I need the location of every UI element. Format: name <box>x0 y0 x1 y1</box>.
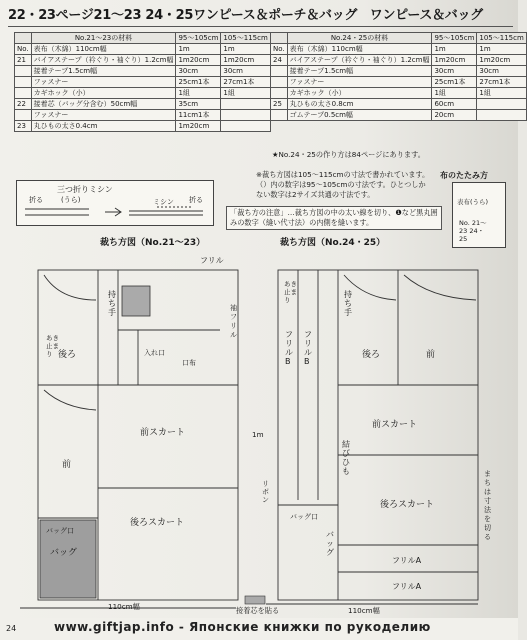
interfacing-legend-swatch <box>245 596 265 604</box>
cloth-fold-label: 表布(うら) <box>457 198 489 206</box>
piece-label: バッグ口 <box>290 513 318 521</box>
side-note: まちは寸法を切る <box>484 470 491 541</box>
table-cell: バイアステープ（衿ぐり・袖ぐり）1.2cm幅 <box>287 55 432 66</box>
cutting-note: 「裁ち方の注意」…裁ち方図の中の太い線を切り、❶など黒丸囲みの数字（縫い代寸法）の内側を縫います。 <box>226 206 442 230</box>
table-cell: 接着テープ1.5cm幅 <box>31 66 176 77</box>
diagram-left-title: 裁ち方図（No.21～23） <box>100 238 206 248</box>
table-cell: 1m <box>221 44 270 55</box>
table-footnote: ★No.24・25の作り方は84ページにあります。 <box>272 150 425 159</box>
table-cell: 1m <box>432 44 477 55</box>
table-cell: 1m20cm <box>432 55 477 66</box>
table-cell: 接着芯（バッグ分含む）50cm幅 <box>31 99 176 110</box>
table-cell: カギホック（小） <box>31 88 176 99</box>
table-cell: 1組 <box>432 88 477 99</box>
table-cell: 表布（木綿）110cm幅 <box>31 44 176 55</box>
cloth-fold-label: No. 21～23 24・25 <box>459 219 487 243</box>
table-cell: 25 <box>271 99 288 110</box>
piece-label: バッグ <box>326 530 334 557</box>
fold-label: (うら) <box>61 196 81 204</box>
piece-label: 前 <box>62 460 72 470</box>
table-cell: 表布（木綿）110cm幅 <box>287 44 432 55</box>
table-head: 105～115cm <box>221 33 270 44</box>
table-cell: 25cm1本 <box>176 77 221 88</box>
piece-label: 袖フリル <box>230 304 237 339</box>
piece-label: 前スカート <box>140 428 186 438</box>
table-cell: 1m20cm <box>477 55 526 66</box>
table-cell: 1m20cm <box>221 55 270 66</box>
page-number: 24 <box>6 624 17 633</box>
table-head: 95～105cm <box>176 33 221 44</box>
cloth-fold-title: 布のたたみ方 <box>440 171 488 180</box>
table-cell: 30cm <box>176 66 221 77</box>
fold-label: ミシン <box>153 198 174 206</box>
piece-label: 前 <box>426 350 436 360</box>
table-cell: 接着テープ1.5cm幅 <box>287 66 432 77</box>
table-cell: 30cm <box>477 66 526 77</box>
table-cell: 1組 <box>176 88 221 99</box>
table-cell: ファスナー <box>287 77 432 88</box>
table-cell: 30cm <box>432 66 477 77</box>
table-cell: 1m20cm <box>176 121 221 132</box>
table-cell: 1m <box>176 44 221 55</box>
table-cell: No. <box>15 44 32 55</box>
table-cell: ゴムテープ0.5cm幅 <box>287 110 432 121</box>
table-cell: カギホック（小） <box>287 88 432 99</box>
table-head: No.21～23の材料 <box>31 33 176 44</box>
piece-label: 後ろ <box>362 350 381 360</box>
piece-label: 持ち手 <box>108 290 116 317</box>
table-head: 105～115cm <box>477 33 526 44</box>
height-label: 1m <box>252 430 264 439</box>
piece-label: 持ち手 <box>344 290 352 317</box>
table-cell: 35cm <box>176 99 221 110</box>
piece-label: 後ろスカート <box>380 500 435 510</box>
table-cell: バイアステープ（衿ぐり・袖ぐり）1.2cm幅 <box>31 55 176 66</box>
table-cell: 1組 <box>221 88 270 99</box>
fold-title: 三つ折りミシン <box>57 185 113 194</box>
tape-note: 接着芯を貼る <box>236 606 280 615</box>
diagram-right-title: 裁ち方図（No.24・25） <box>280 238 386 248</box>
piece-label: あき止まり <box>46 334 59 358</box>
width-label: 110cm幅 <box>348 606 380 615</box>
piece-label: 後ろスカート <box>130 518 185 528</box>
piece-label: 後ろ <box>58 350 77 360</box>
table-cell: ファスナー <box>31 77 176 88</box>
table-cell: 24 <box>271 55 288 66</box>
size-note: ※裁ち方図は105～115cmの寸法で書かれています。（）内の数字は95～105cmの寸法です。ひとつしかない数字は2サイズ共通の寸法です。 <box>256 170 430 199</box>
table-cell: 60cm <box>432 99 477 110</box>
width-label: 110cm幅 <box>108 602 140 611</box>
table-cell: 11cm1本 <box>176 110 221 121</box>
table-cell: 1m <box>477 44 526 55</box>
piece-label: バッグ <box>50 548 78 558</box>
piece-label: フリルA <box>392 582 422 591</box>
piece-label: あき止まり <box>284 280 297 304</box>
piece-label: フリルB <box>304 330 312 366</box>
fold-label: 折る <box>189 196 203 204</box>
table-cell: 丸ひもの太さ0.8cm <box>287 99 432 110</box>
table-cell: 1組 <box>477 88 526 99</box>
piece-label: フリルB <box>285 330 293 366</box>
table-cell: 20cm <box>432 110 477 121</box>
piece-label: フリル <box>200 256 224 265</box>
table-cell: ファスナー <box>31 110 176 121</box>
piece-label: バッグ口 <box>46 527 74 535</box>
page-title: 22・23ページ21～23 24・25ワンピース＆ポーチ＆バッグ ワンピース＆バッグ <box>8 8 483 23</box>
table-cell: 22 <box>15 99 32 110</box>
piece-label: 入れ口 <box>144 349 165 357</box>
table-cell: No. <box>271 44 288 55</box>
table-cell: 27cm1本 <box>221 77 270 88</box>
piece-label: 口布 <box>182 359 196 367</box>
piece-label: 前スカート <box>372 420 418 430</box>
table-cell: 30cm <box>221 66 270 77</box>
piece-label: リボン <box>262 480 269 504</box>
table-cell: 25cm1本 <box>432 77 477 88</box>
footer-url: www.giftjap.info - Японские книжки по рукоделию <box>54 620 431 634</box>
table-head: 95～105cm <box>432 33 477 44</box>
table-cell: 1m20cm <box>176 55 221 66</box>
footer <box>0 618 518 640</box>
table-cell: 21 <box>15 55 32 66</box>
table-cell: 27cm1本 <box>477 77 526 88</box>
table-cell: 23 <box>15 121 32 132</box>
fold-label: 折る <box>29 196 43 204</box>
table-head: No.24・25の材料 <box>287 33 432 44</box>
piece-label: 結びひも <box>342 440 350 476</box>
table-cell: 丸ひもの太さ0.4cm <box>31 121 176 132</box>
piece-label: フリルA <box>392 556 422 565</box>
